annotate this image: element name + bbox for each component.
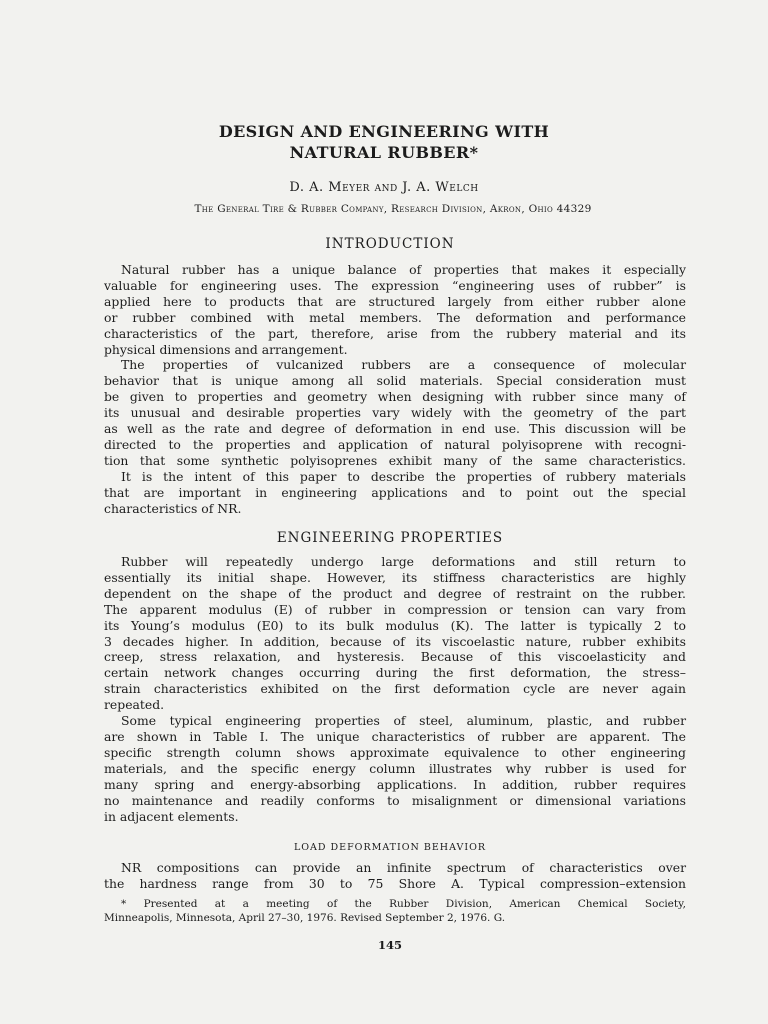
body-line: The apparent modulus (E) of rubber in compression or tension can vary from [104,601,686,617]
body-line: be given to properties and geometry when designing with rubber since many of [104,389,686,405]
body-line: characteristics of the part, therefore, arise from the rubbery material and its [104,325,686,341]
body-line: as well as the rate and degree of deformation in end use. This discussion will be [104,421,686,437]
body-line: certain network changes occurring during the first deformation, the stress– [104,665,686,681]
load-deformation-body [104,860,686,892]
body-line: valuable for engineering uses. The expression “engineering uses of rubber” is [104,277,686,293]
page-number: 145 [377,938,402,952]
body-line: its unusual and desirable properties vary widely with the geometry of the part [104,405,686,421]
paper-title [0,121,768,163]
body-line: physical dimensions and arrangement. [104,341,348,357]
body-line: dependent on the shape of the product and degree of restraint on the rubber. [104,585,686,601]
engineering-properties-body [104,554,686,824]
body-line: many spring and energy-absorbing applications. In addition, rubber requires [104,776,686,792]
title-line-1: DESIGN AND ENGINEERING WITH [218,122,550,141]
footnote-line: Minneapolis, Minnesota, April 27–30, 1976. Revised September 2, 1976. G. [104,911,506,924]
body-line: directed to the properties and application of natural polyisoprene with recogni- [104,436,686,452]
body-line: creep, stress relaxation, and hysteresis. Because of this viscoelasticity and [104,649,686,665]
body-line: NR compositions can provide an infinite spectrum of characteristics over [121,860,686,875]
body-line: repeated. [104,697,165,713]
body-line: its Young’s modulus (E0) to its bulk modulus (K). The latter is typically 2 to [104,617,686,633]
body-line: Natural rubber has a unique balance of properties that makes it especially [121,262,686,277]
body-line: strain characteristics exhibited on the first deformation cycle are never again [104,681,686,697]
author-list: D. A. Meyer and J. A. Welch [289,180,479,195]
body-line: Rubber will repeatedly undergo large deformations and still return to [121,554,686,569]
body-line: The properties of vulcanized rubbers are a consequence of molecular [121,357,686,373]
body-line: that are important in engineering applications and to point out the special [104,484,686,500]
body-line: are shown in Table I. The unique characteristics of rubber are apparent. The [104,728,686,744]
body-line: the hardness range from 30 to 75 Shore A. Typical compression–extension [104,875,686,891]
section-heading-introduction: INTRODUCTION [325,236,455,252]
body-line: materials, and the specific energy column illustrates why rubber is used for [104,760,686,776]
body-line: behavior that is unique among all solid materials. Special consideration must [104,373,686,389]
body-line: It is the intent of this paper to describe the properties of rubbery materials [121,468,686,484]
body-line: Some typical engineering properties of steel, aluminum, plastic, and rubber [121,713,686,729]
footnote-line: * Presented at a meeting of the Rubber Division, American Chemical Society, [121,898,686,910]
body-line: 3 decades higher. In addition, because of its viscoelastic nature, rubber exhibits [104,633,686,649]
footnote [104,898,686,925]
body-line: specific strength column shows approximate equivalence to other engineering [104,744,686,760]
body-line: applied here to products that are structured largely from either rubber alone [104,293,686,309]
author-affiliation: The General Tire & Rubber Company, Research Division, Akron, Ohio 44329 [194,203,592,215]
section-heading-engineering-properties: ENGINEERING PROPERTIES [276,530,504,546]
introduction-body [104,262,686,517]
body-line: in adjacent elements. [104,808,239,824]
subsection-heading-load-deformation: LOAD DEFORMATION BEHAVIOR [293,842,487,853]
body-line: or rubber combined with metal members. The deformation and performance [104,309,686,325]
body-line: characteristics of NR. [104,500,242,516]
body-line: no maintenance and readily conforms to misalignment or dimensional variations [104,792,686,808]
title-line-2: NATURAL RUBBER* [289,143,479,162]
body-line: tion that some synthetic polyisoprenes exhibit many of the same characteristics. [104,452,686,468]
body-line: essentially its initial shape. However, its stiffness characteristics are highly [104,569,686,585]
